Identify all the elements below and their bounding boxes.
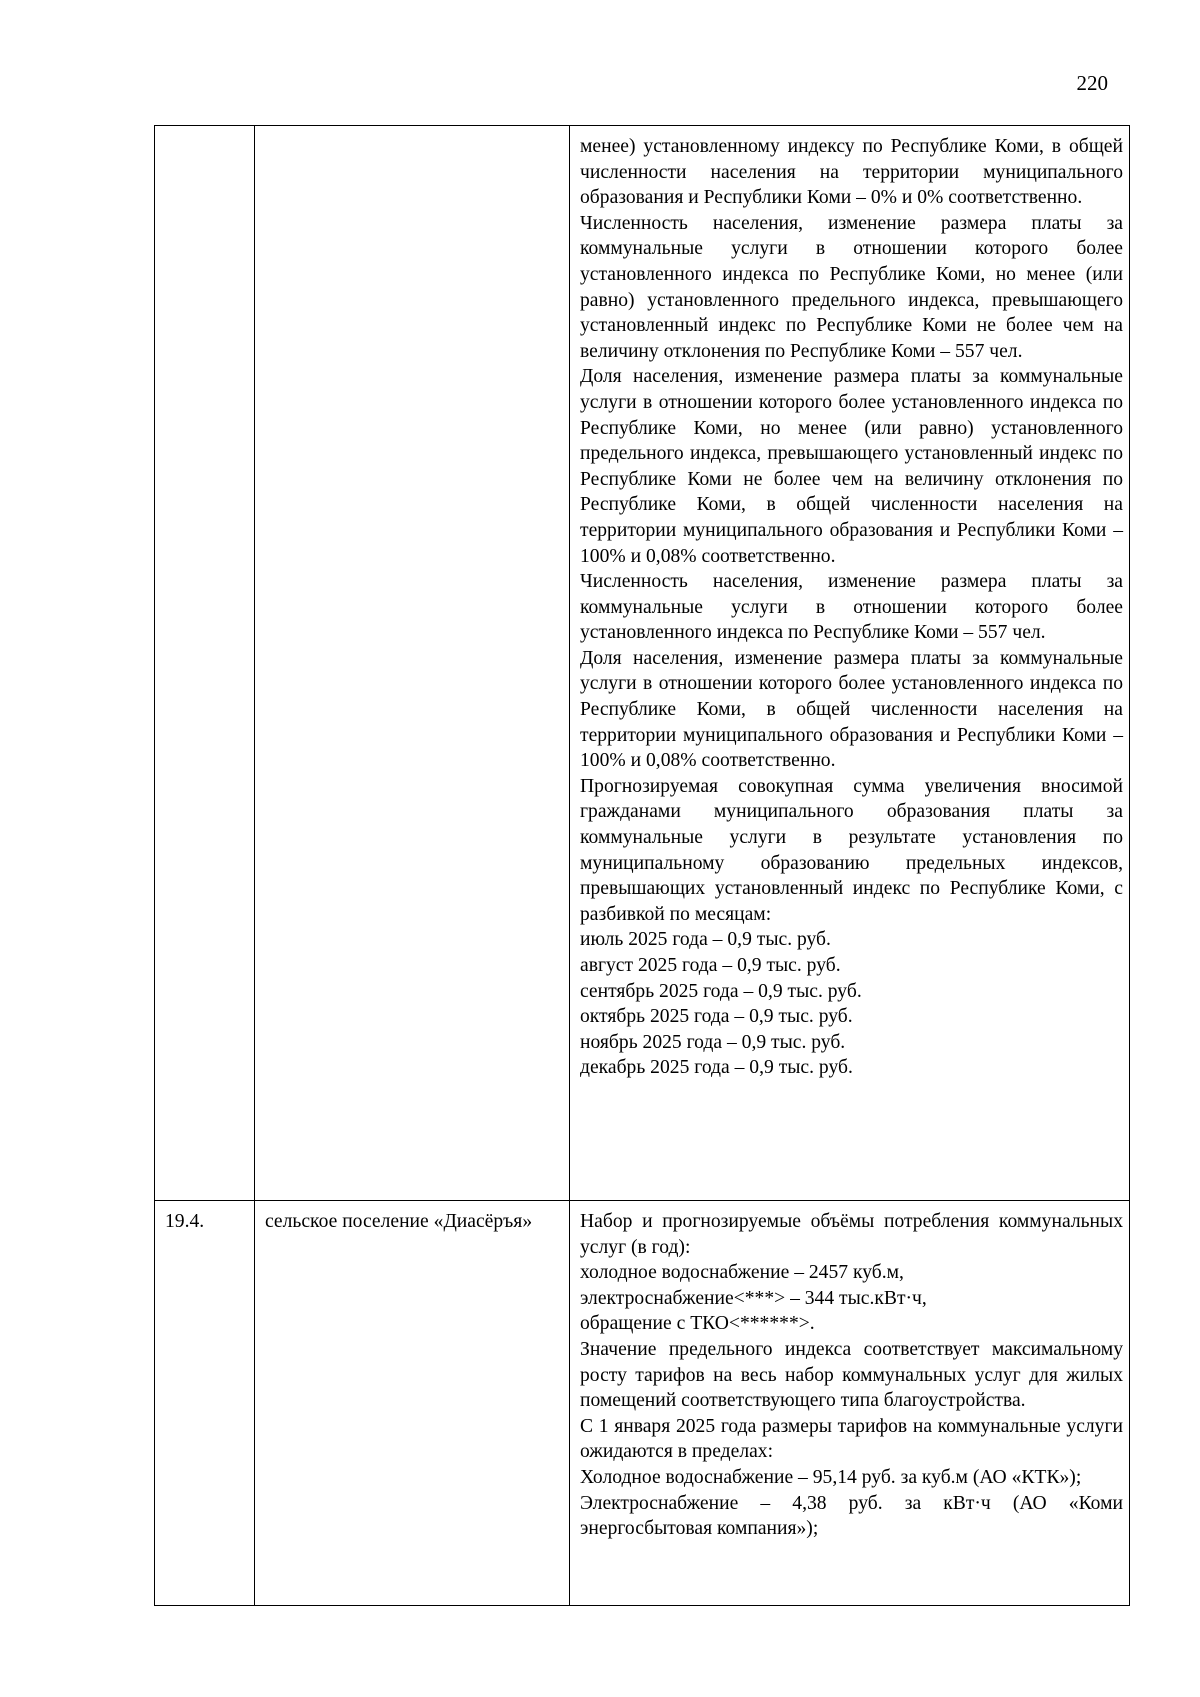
consumption-line: электроснабжение<***> – 344 тыс.кВт·ч, — [580, 1287, 927, 1309]
table-row — [155, 126, 1130, 1201]
monthly-amount-line: ноябрь 2025 года – 0,9 тыс. руб. — [580, 1031, 846, 1053]
paragraph: С 1 января 2025 года размеры тарифов на коммунальные услуги ожидаются в пределах: — [580, 1415, 1123, 1463]
monthly-amount-line: июль 2025 года – 0,9 тыс. руб. — [580, 929, 831, 951]
description-cell — [570, 126, 1130, 1201]
consumption-line: холодное водоснабжение – 2457 куб.м, — [580, 1262, 904, 1284]
row-number-cell: 19.4. — [155, 1201, 255, 1606]
table-row — [155, 1201, 1130, 1606]
paragraph: менее) установленному индексу по Республике Коми, в общей численности населения на территории муниципального образования и Республики Коми – 0% и 0% соответственно. — [580, 136, 1123, 209]
paragraph: Численность населения, изменение размера платы за коммунальные услуги в отношении которого более установленного индекса по Республике Коми, но менее (или равно) установленного предельного индекса, превышающего установленный индекс по Республике Коми не более чем на величину отклонения по Республике Коми – 557 чел. — [580, 212, 1123, 362]
paragraph: Доля населения, изменение размера платы за коммунальные услуги в отношении которого более установленного индекса по Республике Коми, в общей численности населения на территории муниципального образования и Республики Коми – 100% и 0,08% соответственно. — [580, 647, 1123, 772]
document-table — [154, 125, 1130, 1606]
paragraph: Доля населения, изменение размера платы за коммунальные услуги в отношении которого более установленного индекса по Республике Коми, но менее (или равно) установленного предельного индекса, превышающего установленный индекс по Республике Коми не более чем на величину отклонения по Республике Коми, в общей численности населения на территории муниципального образования и Республики Коми – 100% и 0,08% соответственно. — [580, 366, 1123, 567]
monthly-amount-line: октябрь 2025 года – 0,9 тыс. руб. — [580, 1006, 853, 1028]
row-number-cell — [155, 126, 255, 1201]
monthly-amount-line: август 2025 года – 0,9 тыс. руб. — [580, 955, 841, 976]
consumption-line: обращение с ТКО<******>. — [580, 1313, 815, 1335]
paragraph: Электроснабжение – 4,38 руб. за кВт·ч (АО «Коми энергосбытовая компания»); — [580, 1492, 1123, 1540]
paragraph: Набор и прогнозируемые объёмы потребления коммунальных услуг (в год): — [580, 1211, 1123, 1258]
paragraph: Холодное водоснабжение – 95,14 руб. за куб.м (АО «КТК»); — [580, 1466, 1082, 1488]
monthly-amount-line: сентябрь 2025 года – 0,9 тыс. руб. — [580, 980, 862, 1002]
municipality-name-cell: сельское поселение «Диасёръя» — [255, 1201, 570, 1606]
paragraph: Прогнозируемая совокупная сумма увеличения вносимой гражданами муниципального образования платы за коммунальные услуги в результате установления по муниципальному образованию предельных индексов, превышающих установленный индекс по Республике Коми, с разбивкой по месяцам: — [580, 775, 1123, 925]
description-cell — [570, 1201, 1130, 1606]
page-number: 220 — [1076, 71, 1108, 95]
paragraph: Значение предельного индекса соответствует максимальному росту тарифов на весь набор коммунальных услуг для жилых помещений соответствующего типа благоустройства. — [580, 1338, 1123, 1412]
municipality-name-cell — [255, 126, 570, 1201]
paragraph: Численность населения, изменение размера платы за коммунальные услуги в отношении которого более установленного индекса по Республике Коми – 557 чел. — [580, 571, 1123, 644]
monthly-amount-line: декабрь 2025 года – 0,9 тыс. руб. — [580, 1057, 853, 1079]
